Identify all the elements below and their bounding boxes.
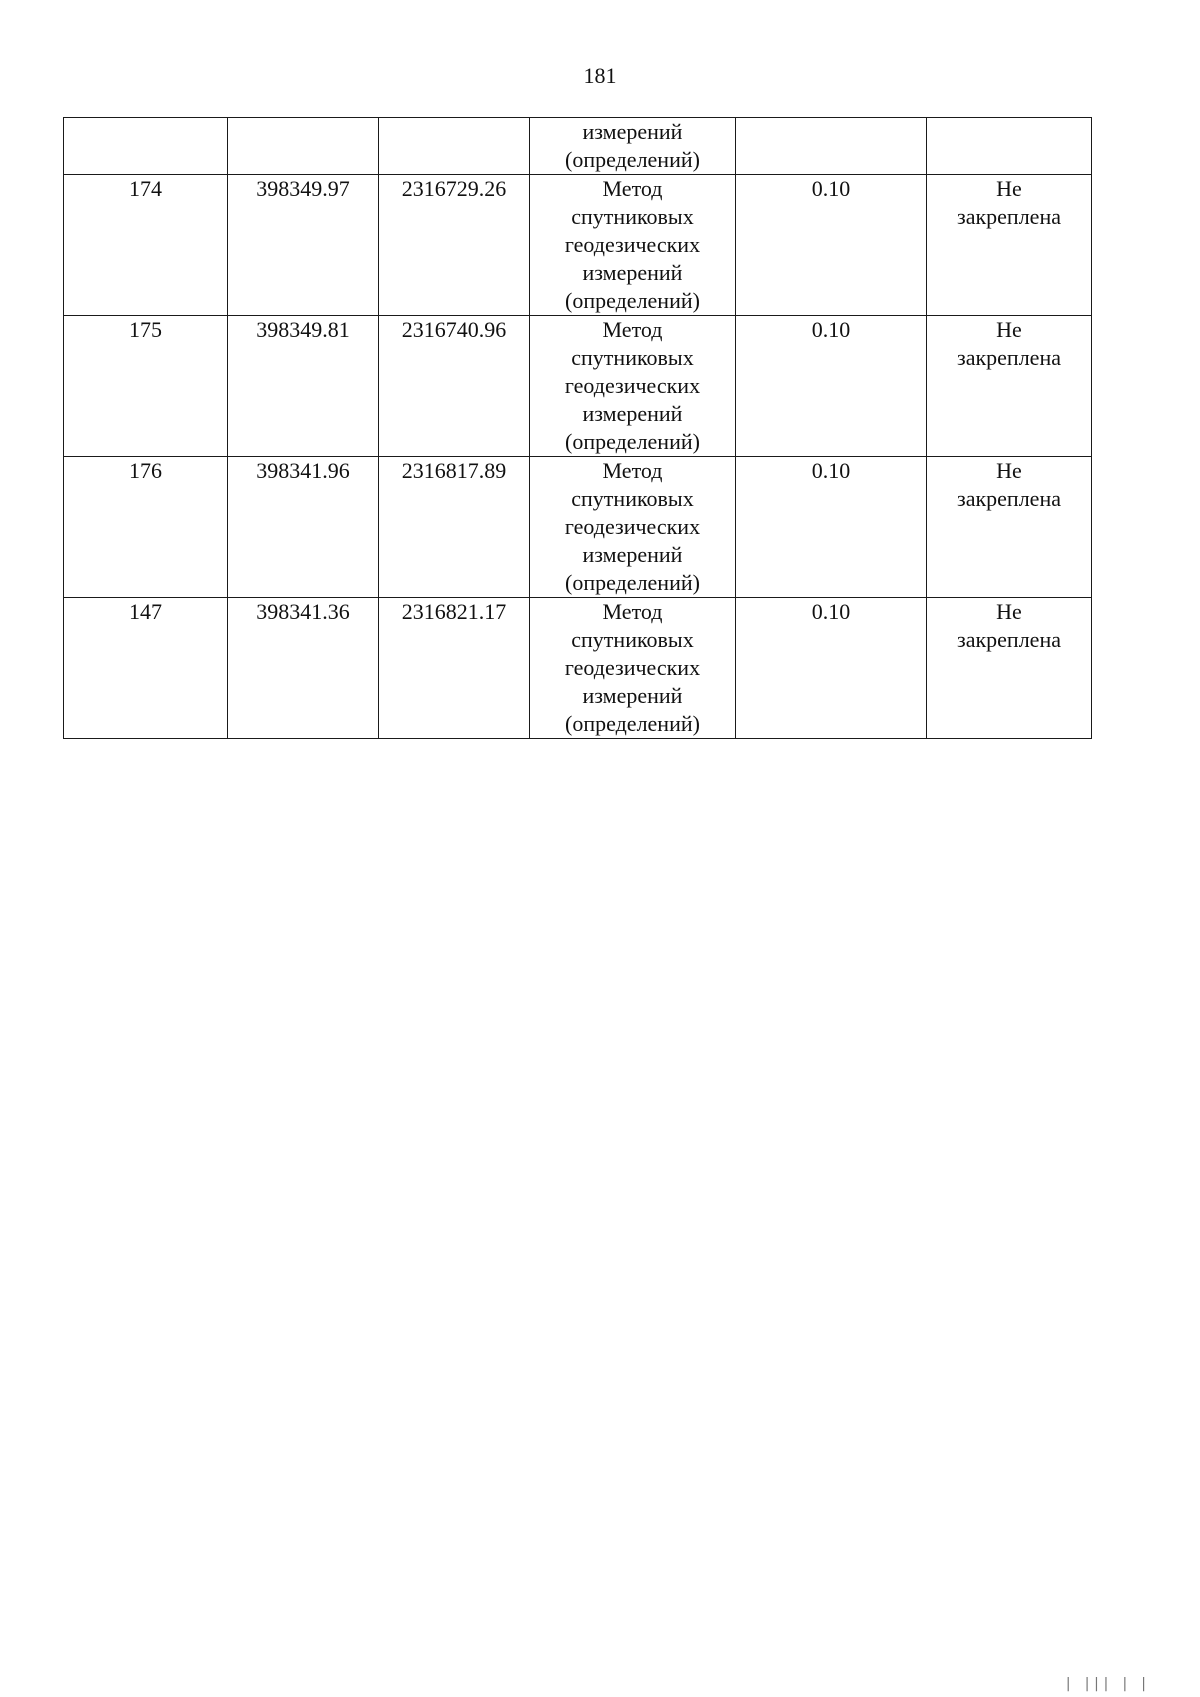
table-row	[64, 175, 1092, 316]
method-line: геодезических	[564, 232, 701, 257]
point-cell: 147	[64, 598, 228, 739]
method-line: геодезических	[564, 655, 701, 680]
method-line: (определений)	[565, 570, 700, 595]
method-cell	[530, 118, 736, 175]
fixation-line: Не	[996, 317, 1022, 342]
y-cell: 2316729.26	[379, 175, 530, 316]
method-line: измерений	[582, 542, 683, 567]
method-cell	[530, 316, 736, 457]
method-line: измерений	[582, 401, 683, 426]
x-cell: 398349.81	[228, 316, 379, 457]
method-line: спутниковых	[571, 627, 694, 652]
fixation-line: закреплена	[957, 486, 1061, 511]
y-cell: 2316817.89	[379, 457, 530, 598]
method-line: спутниковых	[571, 204, 694, 229]
table-row	[64, 598, 1092, 739]
method-line: спутниковых	[571, 486, 694, 511]
fixation-line: Не	[996, 599, 1022, 624]
x-cell: 398341.96	[228, 457, 379, 598]
method-cell	[530, 457, 736, 598]
fixation-cell	[927, 118, 1092, 175]
method-cell	[530, 598, 736, 739]
y-cell	[379, 118, 530, 175]
method-line: (определений)	[565, 147, 700, 172]
point-cell: 175	[64, 316, 228, 457]
method-cell	[530, 175, 736, 316]
y-cell: 2316821.17	[379, 598, 530, 739]
fixation-cell	[927, 598, 1092, 739]
method-line: измерений	[582, 119, 683, 144]
method-line: (определений)	[565, 429, 700, 454]
method-line: Метод	[602, 599, 663, 624]
fixation-line: закреплена	[957, 345, 1061, 370]
method-line: измерений	[582, 683, 683, 708]
fixation-cell	[927, 175, 1092, 316]
fixation-line: закреплена	[957, 627, 1061, 652]
accuracy-cell: 0.10	[736, 457, 927, 598]
method-line: измерений	[582, 260, 683, 285]
method-line: Метод	[602, 176, 663, 201]
page-number: 181	[583, 63, 617, 88]
fixation-line: Не	[996, 458, 1022, 483]
table-row	[64, 457, 1092, 598]
method-line: (определений)	[565, 288, 700, 313]
fixation-line: Не	[996, 176, 1022, 201]
fixation-line: закреплена	[957, 204, 1061, 229]
x-cell	[228, 118, 379, 175]
continuation-row	[64, 118, 1092, 175]
accuracy-cell: 0.10	[736, 316, 927, 457]
method-line: геодезических	[564, 373, 701, 398]
method-line: (определений)	[565, 711, 700, 736]
method-line: геодезических	[564, 514, 701, 539]
method-line: спутниковых	[571, 345, 694, 370]
accuracy-cell	[736, 118, 927, 175]
method-line: Метод	[602, 317, 663, 342]
point-cell	[64, 118, 228, 175]
scan-marks: | ||| | |	[1064, 1676, 1149, 1692]
method-line: Метод	[602, 458, 663, 483]
point-cell: 174	[64, 175, 228, 316]
accuracy-cell: 0.10	[736, 598, 927, 739]
coordinates-table	[63, 117, 1092, 739]
fixation-cell	[927, 316, 1092, 457]
table-row	[64, 316, 1092, 457]
fixation-cell	[927, 457, 1092, 598]
accuracy-cell: 0.10	[736, 175, 927, 316]
point-cell: 176	[64, 457, 228, 598]
x-cell: 398341.36	[228, 598, 379, 739]
x-cell: 398349.97	[228, 175, 379, 316]
y-cell: 2316740.96	[379, 316, 530, 457]
